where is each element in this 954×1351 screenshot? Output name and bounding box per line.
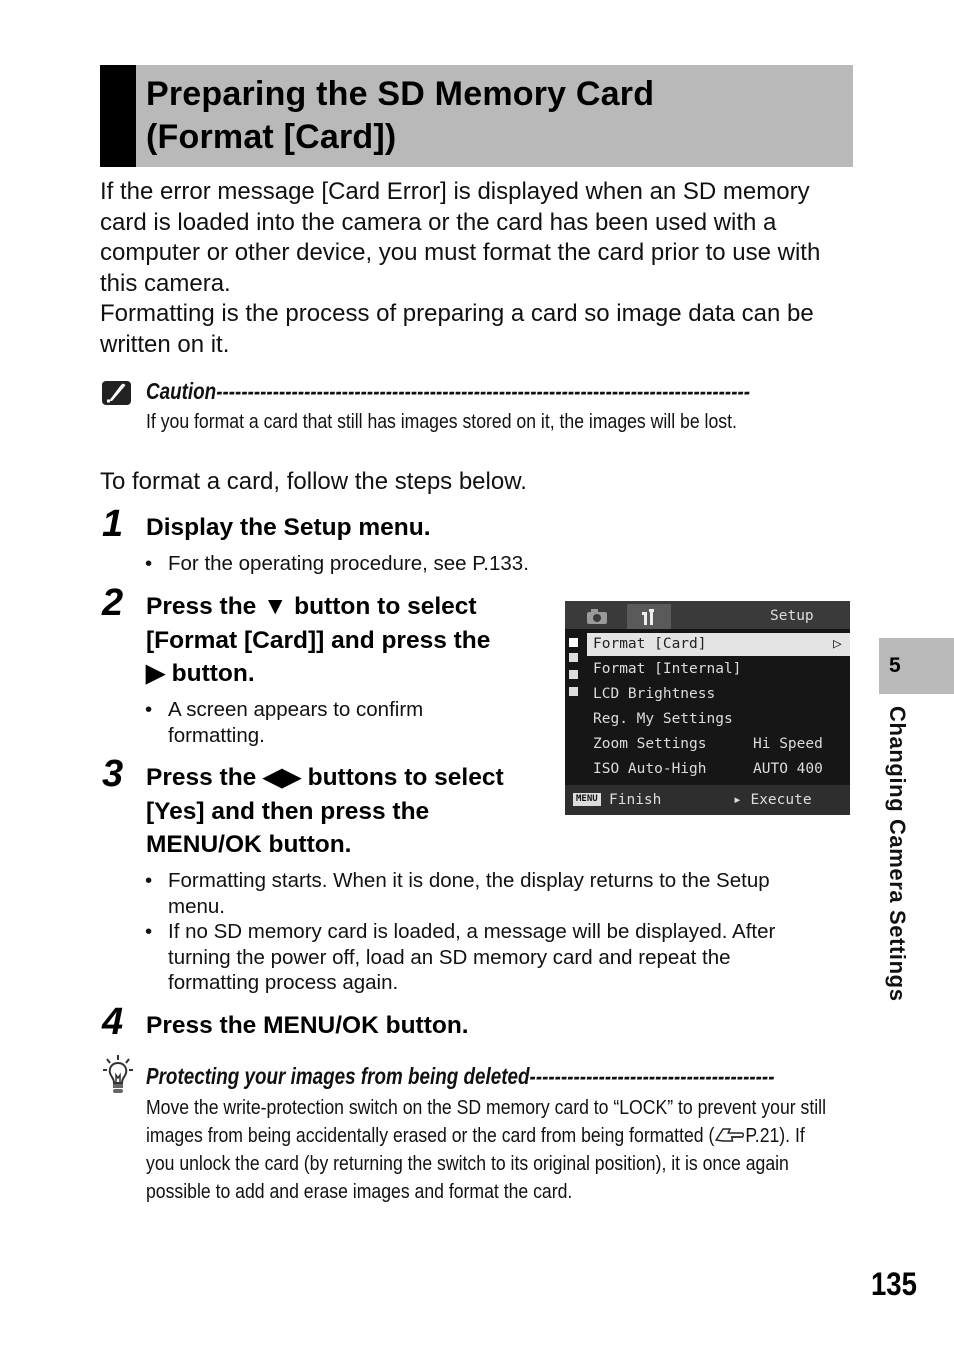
step-number: 1	[102, 503, 124, 545]
page-dot	[569, 638, 578, 647]
bullet-line: menu.	[168, 894, 225, 918]
caution-text: If you format a card that still has images stored on it, the images will be lost.	[146, 410, 737, 433]
step-bullet	[145, 868, 770, 919]
bullet-line: For the operating procedure, see P.133.	[168, 552, 529, 575]
bullet-dot: •	[145, 552, 153, 575]
intro-line: computer or other device, you must format the card prior to use with	[100, 239, 821, 266]
step-title-line: Press the ▼ button to select	[146, 593, 477, 620]
caution-icon	[102, 381, 131, 405]
step-number: 4	[102, 1001, 124, 1043]
lcd-footer-right: ▸ Execute	[733, 792, 812, 808]
lcd-menu-item-value: Hi Speed	[753, 736, 823, 752]
step-title-line: [Yes] and then press the	[146, 797, 430, 825]
lcd-menu-item-label: Format [Internal]	[593, 661, 742, 677]
bullet-line: If no SD memory card is loaded, a message will be displayed. After	[168, 920, 776, 943]
page-title-line-2: (Format [Card])	[146, 118, 397, 156]
lcd-menu-item-value: AUTO 400	[753, 761, 823, 777]
bullet-line: A screen appears to confirm	[168, 698, 424, 721]
menu-badge-icon: MENU	[573, 793, 601, 806]
bullet-dot: •	[145, 698, 153, 721]
lcd-menu-item	[587, 708, 850, 731]
tip-line	[146, 1122, 826, 1150]
intro-line: written on it.	[100, 330, 230, 358]
lcd-page-indicator	[565, 632, 583, 780]
step-title-line: [Format [Card]] and press the	[146, 626, 491, 654]
step-number: 2	[102, 582, 124, 624]
chapter-number: 5	[889, 654, 901, 677]
chapter-label-text: Changing Camera Settings	[885, 706, 910, 1002]
step-title	[146, 511, 431, 545]
lcd-menu-item	[587, 733, 850, 756]
page-number: 135	[871, 1266, 917, 1302]
step-bullet	[145, 697, 424, 748]
lcd-menu-title: Setup	[770, 608, 814, 624]
step-bullet	[145, 551, 529, 577]
tip-line: Move the write-protection switch on the SD memory card to “LOCK” to prevent your still	[146, 1096, 826, 1119]
lcd-menu-item	[587, 683, 850, 706]
step-title-line: Press the ◀▶ buttons to select	[146, 764, 504, 791]
intro-line: Formatting is the process of preparing a card so image data can be	[100, 300, 814, 327]
lcd-footer	[565, 785, 850, 815]
bullet-dot: •	[145, 869, 153, 892]
steps-intro: To format a card, follow the steps below.	[100, 468, 527, 495]
tip-line-part: P.21). If	[745, 1124, 805, 1147]
tip-line: possible to add and erase images and format the card.	[146, 1180, 573, 1203]
caution-heading: Caution-------------------------------------------------------------------------------------	[146, 378, 751, 404]
lcd-menu-item-label: LCD Brightness	[593, 686, 716, 702]
chapter-label	[886, 706, 914, 1036]
tip-line-part: images from being accidentally erased or the card from being formatted (	[146, 1124, 715, 1147]
lcd-menu-item	[587, 658, 850, 681]
tip-line: you unlock the card (by returning the switch to its original position), it is once again	[146, 1152, 789, 1175]
intro-paragraph	[100, 177, 860, 360]
page-dot	[569, 653, 578, 662]
step-title-line: MENU/OK button.	[146, 831, 352, 858]
submenu-arrow-icon: ▷	[833, 636, 842, 652]
lcd-menu-item	[587, 758, 850, 781]
step-title	[146, 1009, 469, 1043]
intro-line: If the error message [Card Error] is displayed when an SD memory	[100, 178, 810, 205]
lcd-menu-item-label: Zoom Settings	[593, 736, 707, 752]
bullet-dot: •	[145, 920, 153, 943]
camera-icon	[581, 604, 625, 629]
step-title-line: Display the Setup menu.	[146, 514, 431, 541]
lcd-menu-item-label: ISO Auto-High	[593, 761, 707, 777]
bullet-line: turning the power off, load an SD memory card and repeat the	[168, 945, 731, 969]
lcd-footer-left: Finish	[609, 792, 662, 808]
bullet-line: Formatting starts. When it is done, the display returns to the Setup	[168, 869, 770, 892]
page-dot	[569, 687, 578, 696]
lightbulb-icon	[103, 1054, 133, 1096]
lcd-menu-item-label: Reg. My Settings	[593, 711, 733, 727]
intro-line: this camera.	[100, 269, 231, 297]
camera-setup-menu-screen	[565, 601, 850, 815]
lcd-menu-item	[587, 633, 850, 656]
bullet-line: formatting.	[168, 723, 265, 747]
step-title-line: ▶ button.	[146, 660, 255, 687]
lcd-tab-bar	[565, 601, 850, 629]
step-number: 3	[102, 753, 124, 795]
bullet-line: formatting process again.	[168, 971, 399, 994]
step-title	[146, 761, 504, 862]
step-bullet	[145, 919, 776, 996]
page-title	[146, 73, 846, 159]
tip-text	[146, 1094, 826, 1206]
page-dot	[569, 670, 578, 679]
section-header-marker	[100, 65, 136, 167]
reference-icon	[714, 1124, 745, 1142]
lcd-menu-item-label: Format [Card]	[593, 636, 707, 652]
step-title	[146, 590, 490, 691]
setup-tab-icon	[627, 604, 671, 629]
intro-line: card is loaded into the camera or the card has been used with a	[100, 208, 777, 236]
step-title-line: Press the MENU/OK button.	[146, 1012, 469, 1039]
page-title-line-1: Preparing the SD Memory Card	[146, 75, 655, 113]
tip-heading: Protecting your images from being deleted---------------------------------------	[146, 1063, 775, 1089]
